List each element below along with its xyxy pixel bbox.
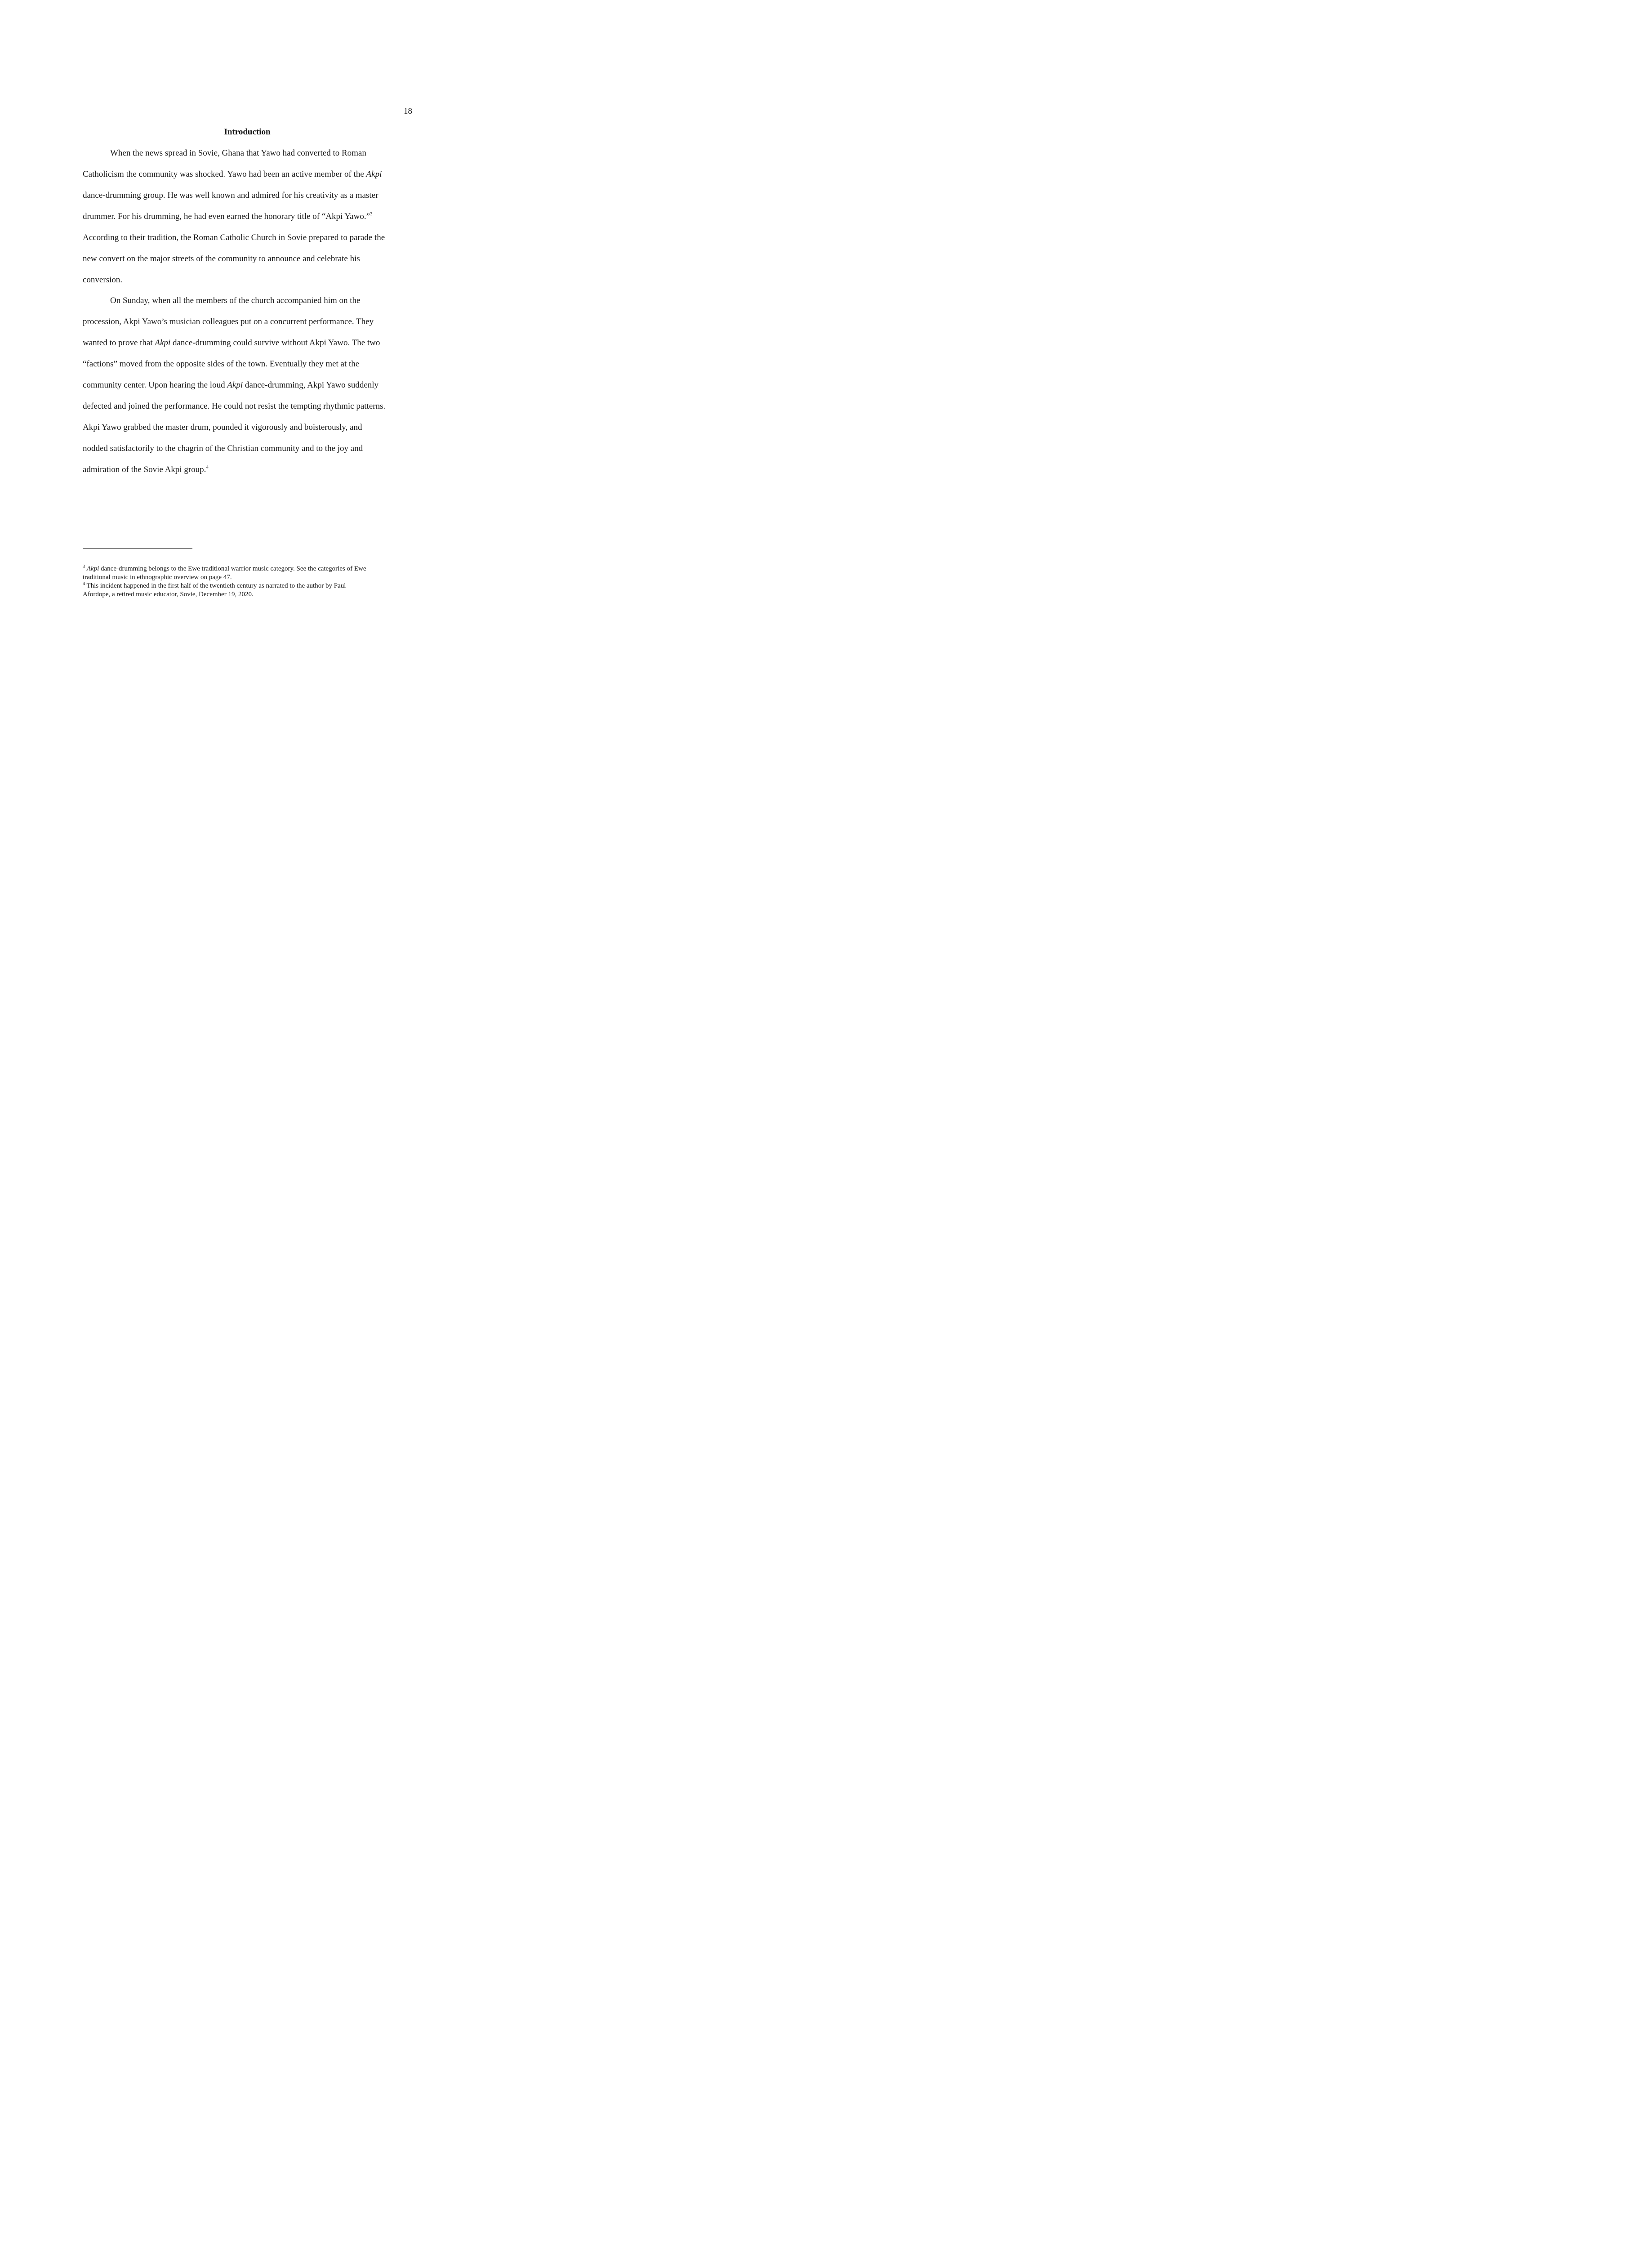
paragraph-2-line [83, 396, 412, 417]
paragraph-2-line [83, 311, 412, 332]
paragraph-2-line [83, 438, 412, 459]
paragraph-2 [83, 290, 412, 480]
paragraph-1-line [83, 185, 412, 206]
paragraph-2-line [83, 459, 412, 480]
text-run: community center. Upon hearing the loud [83, 380, 227, 390]
text-run: dance-drumming could survive without Akpi Yawo. The two [170, 338, 380, 348]
paragraph-2-line [83, 417, 412, 438]
text-run: dance-drumming belongs to the Ewe traditional warrior music category. See the categories of Ewe [99, 565, 366, 572]
text-run: drummer. For his drumming, he had even earned the honorary title of “Akpi Yawo.” [83, 212, 370, 221]
text-run: When the news spread in Sovie, Ghana that Yawo had converted to Roman [110, 148, 366, 158]
footnote-ref-4[interactable]: 4 [206, 464, 209, 470]
text-run: defected and joined the performance. He could not resist the tempting rhythmic patterns. [83, 401, 386, 411]
text-run: traditional music in ethnographic overview on page 47. [83, 574, 232, 581]
text-run: procession, Akpi Yawo’s musician colleagues put on a concurrent performance. They [83, 317, 374, 326]
footnote-3-continued [83, 573, 415, 582]
text-run: Afordope, a retired music educator, Sovie, December 19, 2020. [83, 591, 254, 598]
text-run: wanted to prove that [83, 338, 155, 348]
text-run: admiration of the Sovie Akpi group. [83, 465, 206, 474]
footnote-marker: 4 [83, 581, 85, 586]
footnote-4 [83, 582, 415, 590]
italic-term: Akpi [227, 380, 243, 390]
text-run: According to their tradition, the Roman Catholic Church in Sovie prepared to parade the [83, 233, 385, 242]
paragraph-1-line [83, 248, 412, 269]
footnote-marker: 3 [83, 564, 85, 569]
paragraph-1-line [83, 269, 412, 290]
footnote-divider [83, 548, 192, 549]
footnote-3 [83, 565, 415, 573]
paragraph-1 [83, 143, 412, 290]
text-run: new convert on the major streets of the community to announce and celebrate his [83, 254, 360, 263]
page-number: 18 [404, 107, 412, 116]
text-run: This incident happened in the first half of the twentieth century as narrated to the author by Paul [85, 582, 346, 589]
paragraph-2-line [83, 290, 412, 311]
text-run: conversion. [83, 275, 123, 285]
text-run: On Sunday, when all the members of the church accompanied him on the [110, 296, 361, 305]
text-run: “factions” moved from the opposite sides of the town. Eventually they met at the [83, 359, 360, 369]
text-run: nodded satisfactorily to the chagrin of the Christian community and to the joy and [83, 444, 363, 453]
text-run: dance-drumming group. He was well known and admired for his creativity as a master [83, 191, 378, 200]
text-run: Catholicism the community was shocked. Yawo had been an active member of the [83, 169, 364, 179]
paragraph-1-line [83, 164, 412, 185]
paragraph-2-line [83, 353, 412, 375]
footnotes [83, 565, 415, 599]
italic-term: Akpi [366, 169, 382, 179]
section-heading: Introduction [224, 127, 271, 137]
paragraph-2-line [83, 332, 412, 353]
paragraph-1-line [83, 206, 412, 227]
paragraph-1-line [83, 227, 412, 248]
paragraph-2-line [83, 375, 412, 396]
footnote-4-continued [83, 590, 415, 599]
text-run: dance-drumming, Akpi Yawo suddenly [243, 380, 379, 390]
text-run: Akpi Yawo grabbed the master drum, pounded it vigorously and boisterously, and [83, 423, 362, 432]
document-page [0, 0, 472, 712]
footnote-ref-3[interactable]: 3 [370, 211, 373, 217]
italic-term: Akpi [86, 565, 99, 572]
italic-term: Akpi [155, 338, 171, 348]
paragraph-1-line [83, 143, 412, 164]
